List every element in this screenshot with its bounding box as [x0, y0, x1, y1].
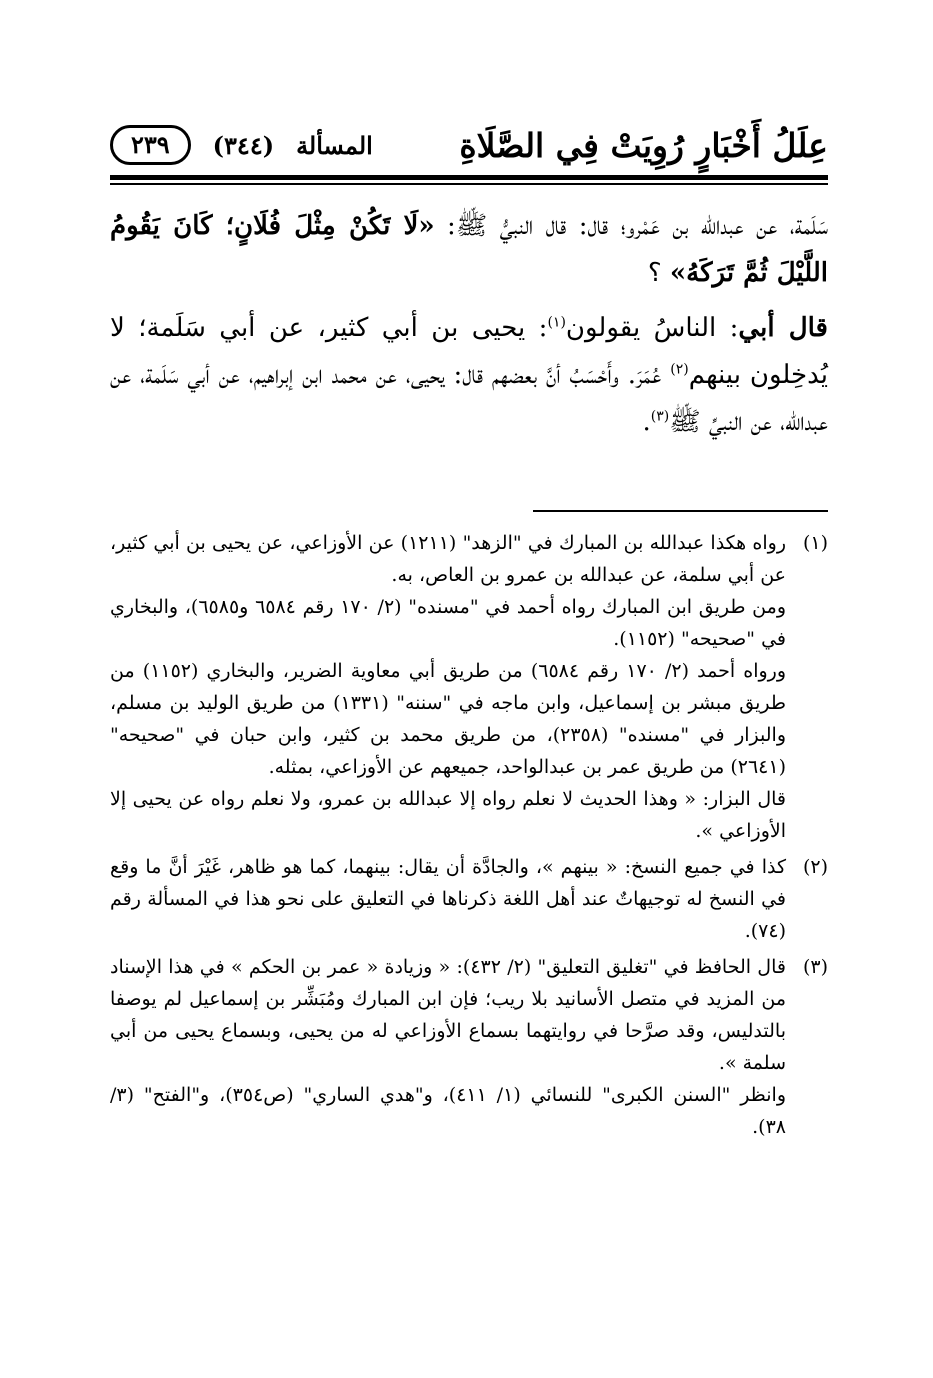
- p2-text-c: : يحيى بن أبي كثير، عن أبي سَلَمة؛ لا يُدخِلون بينهم: [110, 313, 828, 390]
- footnote-separator: [533, 510, 828, 512]
- issue-number: (٣٤٤): [212, 130, 275, 160]
- issue-label: المسألة: [296, 130, 373, 160]
- footnote-paragraph: وانظر "السنن الكبرى" للنسائي (١/ ٤١١)، و"هدي الساري" (ص٣٥٤)، و"الفتح" (٣/ ٣٨).: [110, 1084, 787, 1138]
- footnote-paragraph: كذا في جميع النسخ: « بينهم »، والجادَّة أن يقال: بينهما، كما هو ظاهر، غَيْرَ أنَّ ما وقع في النسخ له توجيهاتٌ عند أهل اللغة ذكرناها في التعليق على نحو هذا في المسألة رقم (٧٤).: [110, 856, 786, 942]
- footnote-ref-1[interactable]: (١): [547, 314, 566, 331]
- footnote-3: [110, 951, 828, 1143]
- p2-text-e: .: [642, 407, 651, 437]
- footnote-paragraph: رواه هكذا عبدالله بن المبارك في "الزهد" (١٢١١) عن الأوزاعي، عن يحيى بن أبي كثير، عن أبي سلمة، عن عبدالله بن عمرو بن العاص، به.: [110, 532, 786, 586]
- main-text: [110, 203, 828, 446]
- p2-text-d: عُمَرَ. وأَحْسَبُ أنَّ بعضهم قال: يحيى، عن محمد ابن إبراهيم، عن أبي سَلَمة، عن عبدالله، عن النبيِّ ﷺ: [110, 360, 828, 437]
- page-number-badge: ٢٣٩: [110, 125, 191, 165]
- footnote-paragraph: ورواه أحمد (٢/ ١٧٠ رقم ٦٥٨٤) من طريق أبي معاوية الضرير، والبخاري (١١٥٢) من طريق مبشر بن إسماعيل، وابن ماجه في "سننه" (١٣٣١) من طريق الوليد بن مسلم، والبزار في "مسنده" (٢٣٥٨)، من طريق محمد بن كثير، وابن حبان في "صحيحه" (٢٦٤١) من طريق عمر بن عبدالواحد، جميعهم عن الأوزاعي، بمثله.: [110, 660, 787, 778]
- main-paragraph-1: [110, 203, 828, 297]
- footnote-2: [110, 851, 828, 947]
- footnote-ref-3[interactable]: (٣): [650, 408, 670, 425]
- book-title: عِلَلُ أَخْبَارٍ رُوِيَتْ فِي الصَّلَاةِ: [459, 125, 828, 165]
- header-rule-thin: [110, 183, 828, 185]
- footnote-body: [110, 951, 786, 1143]
- footnote-1: [110, 527, 828, 847]
- header-rule-thick: [110, 175, 828, 180]
- footnote-number: (٣): [802, 956, 828, 978]
- p2-text-b: : الناسُ يقولون: [565, 313, 739, 343]
- page-header: [110, 120, 828, 170]
- main-paragraph-2: [110, 305, 828, 446]
- footnote-paragraph: قال الحافظ في "تغليق التعليق" (٢/ ٤٣٢): « وزيادة « عمر بن الحكم » في هذا الإسناد من المزيد في متصل الأسانيد بلا ريب؛ فإن ابن المبارك ومُبَشِّر بن إسماعيل لم يوصفا بالتدليس، وقد صرَّحا في روايتهما بسماع الأوزاعي له من يحيى، وبسماع يحيى من أبي سلمة ».: [110, 956, 786, 1074]
- footnote-body: [110, 851, 786, 947]
- footnotes: [110, 527, 828, 1143]
- hadith-quote: «لَا تَكُنْ مِثْلَ فُلَانٍ؛ كَانَ يَقُومُ اللَّيْلَ ثُمَّ تَرَكَهُ»: [110, 211, 828, 288]
- footnote-paragraph: ومن طريق ابن المبارك رواه أحمد في "مسنده" (٢/ ١٧٠ رقم ٦٥٨٤ و٦٥٨٥)، والبخاري في "صحيحه" (١١٥٢).: [110, 596, 786, 650]
- footnote-number: (١): [802, 532, 828, 554]
- p1-text-a: سَلَمة، عن عبدالله بن عَمْرو؛ قال: قال النبيُّ ﷺ:: [434, 211, 828, 241]
- footnote-body: [110, 527, 786, 847]
- header-issue-group: [110, 125, 373, 165]
- footnote-paragraph: قال البزار: « وهذا الحديث لا نعلم رواه إلا عبدالله بن عمرو، ولا نعلم رواه عن يحيى إلا الأوزاعي ».: [110, 788, 786, 842]
- footnote-number: (٢): [802, 856, 828, 878]
- p1-text-c: ؟: [647, 258, 670, 288]
- speaker-label: قال أبي: [738, 313, 828, 343]
- footnote-ref-2[interactable]: (٢): [670, 361, 689, 378]
